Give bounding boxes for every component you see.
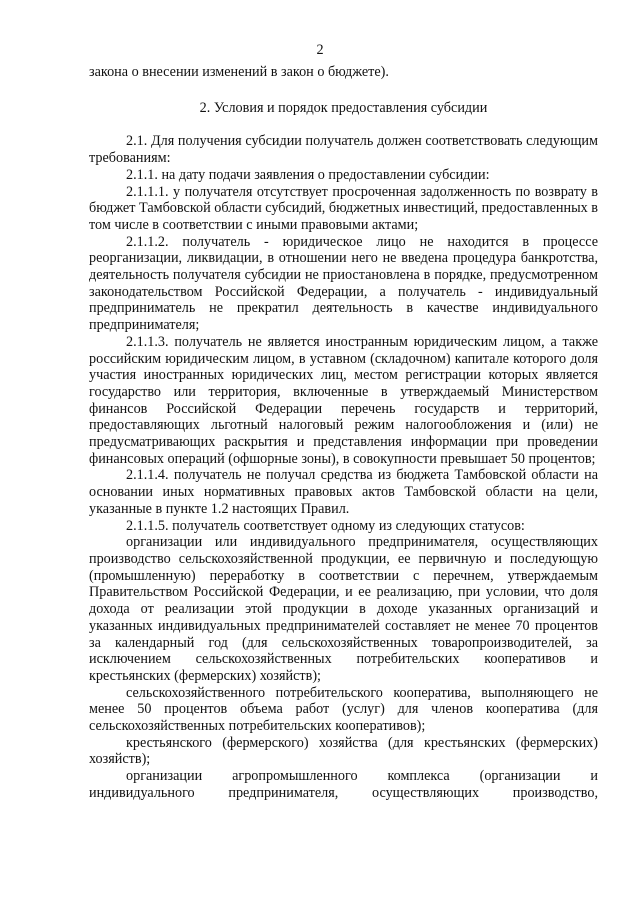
status-item-agro-complex: организации агропромышленного комплекса (организации и индивидуального предпринимателя, осуществляющих производство, <box>89 768 598 801</box>
paragraph-2-1-1-5: 2.1.1.5. получатель соответствует одному из следующих статусов: <box>126 517 525 534</box>
page-number: 2 <box>316 42 324 58</box>
paragraph-2-1-1-4: 2.1.1.4. получатель не получал средства из бюджета Тамбовской области на основании иных нормативных правовых актов Тамбовской области на цели, указанные в пункте 1.2 настоящих Правил. <box>89 467 598 517</box>
status-item-cooperative: сельскохозяйственного потребительского кооператива, выполняющего не менее 50 процентов объема работ (услуг) для членов кооператива (для сельскохозяйственных потребительских кооперативов); <box>89 684 598 735</box>
paragraph-continuation: закона о внесении изменений в закон о бюджете). <box>89 64 389 80</box>
paragraph-2-1: 2.1. Для получения субсидии получатель должен соответствовать следующим требованиям: <box>89 133 598 167</box>
paragraph-2-1-1: 2.1.1. на дату подачи заявления о предоставлении субсидии: <box>126 166 490 183</box>
status-item-farm: крестьянского (фермерского) хозяйства (для крестьянских (фермерских) хозяйств); <box>89 734 598 768</box>
paragraph-2-1-1-2: 2.1.1.2. получатель - юридическое лицо не находится в процессе реорганизации, ликвидации, в отношении него не введена процедура банкротства, деятельность получателя субсидии не приостановлена в порядке, предусмотренном законодательством Российской Федерации, а получатель - индивидуальный предприниматель не прекратил деятельность в качестве индивидуального предпринимателя; <box>89 233 598 334</box>
section-heading: 2. Условия и порядок предоставления субсидии <box>199 99 488 116</box>
document-body <box>89 64 598 802</box>
status-item-organization: организации или индивидуального предпринимателя, осуществляющих производство сельскохозяйственной продукции, ее первичную и последующую (промышленную) переработку в соответствии с перечнем, утверждаемым Правительством Российской Федерации, и ее реализацию, при условии, что доля дохода от реализации этой продукции в доходе указанных организаций и указанных индивидуальных предпринимателей составляет не менее 70 процентов за календарный год (для сельскохозяйственных товаропроизводителей, за исключением сельскохозяйственных потребительских кооперативов и крестьянских (фермерских) хозяйств); <box>89 534 598 684</box>
paragraph-2-1-1-1: 2.1.1.1. у получателя отсутствует просроченная задолженность по возврату в бюджет Тамбовской области субсидий, бюджетных инвестиций, предоставленных в том числе в соответствии с иными правовыми актами; <box>89 183 598 233</box>
paragraph-2-1-1-3: 2.1.1.3. получатель не является иностранным юридическим лицом, а также российским юридическим лицом, в уставном (складочном) капитале которого доля участия иностранных юридических лиц, местом регистрации которых является государство или территория, включенные в утверждаемый Министерством финансов Российской Федерации перечень государств и территорий, предоставляющих льготный налоговый режим налогообложения и (или) не предусматривающих раскрытия и представления информации при проведении финансовых операций (офшорные зоны), в совокупности превышает 50 процентов; <box>89 333 598 467</box>
